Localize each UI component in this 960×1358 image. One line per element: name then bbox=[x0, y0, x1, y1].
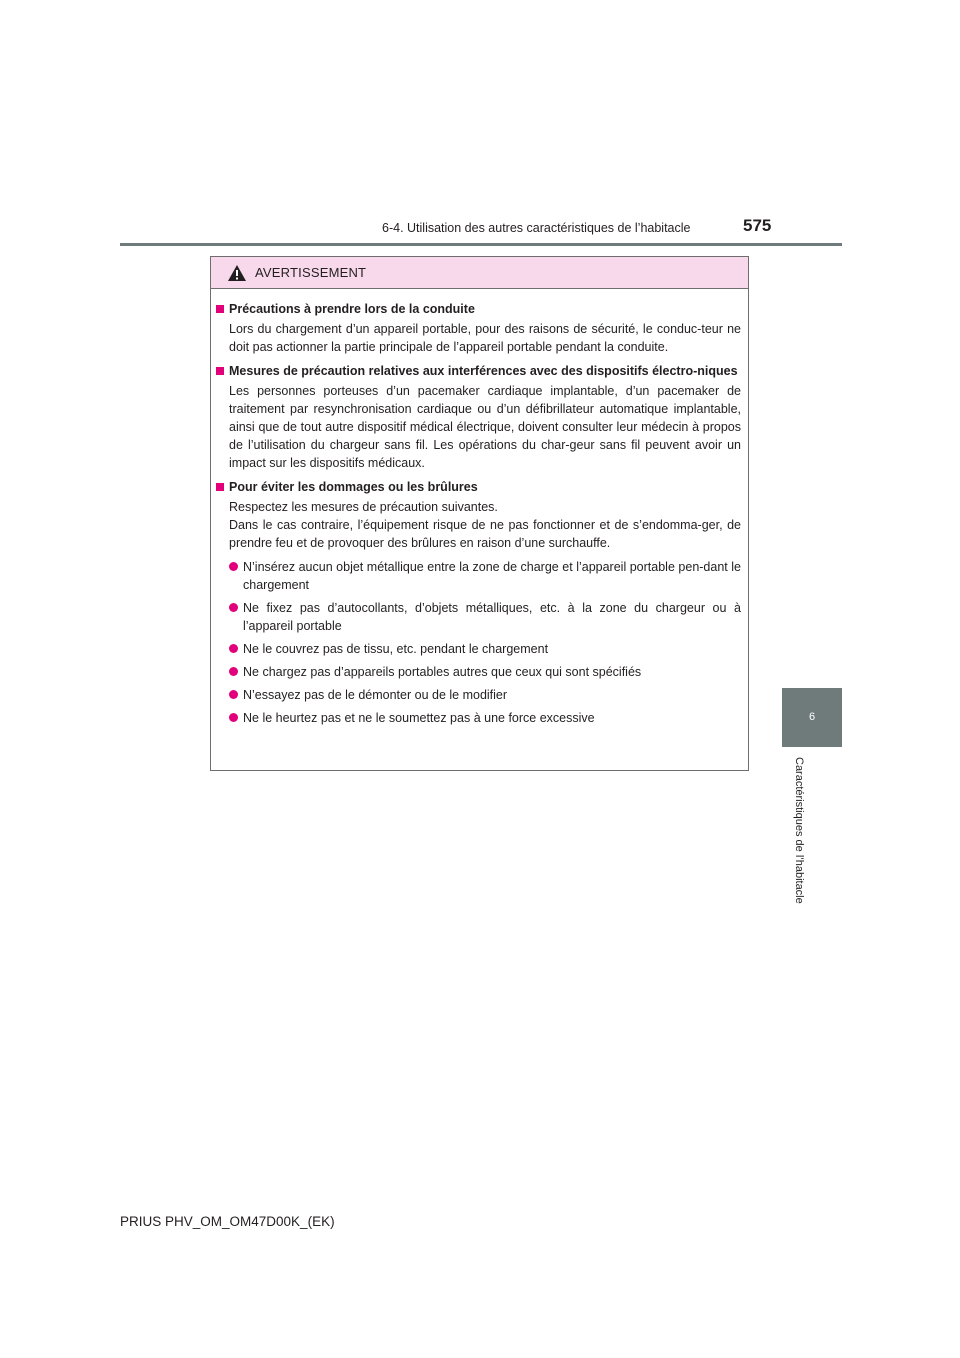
warning-title: AVERTISSEMENT bbox=[255, 265, 367, 280]
warning-header bbox=[211, 257, 748, 289]
warning-triangle-icon bbox=[227, 264, 247, 282]
list-item-text: Ne chargez pas d’appareils portables autres que ceux qui sont spécifiés bbox=[243, 665, 642, 679]
list-item bbox=[229, 558, 741, 594]
section-title: 6-4. Utilisation des autres caractéristiques de l’habitacle bbox=[382, 221, 691, 235]
warning-box bbox=[210, 256, 749, 771]
list-item bbox=[229, 686, 741, 704]
page-number: 575 bbox=[743, 216, 772, 235]
warning-section-driving bbox=[216, 300, 741, 356]
list-item-text: Ne le couvrez pas de tissu, etc. pendant le chargement bbox=[243, 642, 549, 656]
square-bullet-icon bbox=[216, 305, 224, 313]
round-bullet-icon bbox=[229, 562, 238, 571]
precaution-list bbox=[216, 558, 741, 727]
section-paragraph: Lors du chargement d’un appareil portable, pour des raisons de sécurité, le conduc-teur ne doit pas actionner la partie principale de l’appareil portable pendant la conduite. bbox=[229, 322, 741, 354]
list-item bbox=[229, 640, 741, 658]
warning-section-interference bbox=[216, 362, 741, 472]
section-heading-text: Pour éviter les dommages ou les brûlures bbox=[229, 480, 478, 494]
list-item bbox=[229, 599, 741, 635]
document-code: PRIUS PHV_OM_OM47D00K_(EK) bbox=[120, 1214, 335, 1229]
round-bullet-icon bbox=[229, 667, 238, 676]
chapter-side-label: Caractéristiques de l’habitacle bbox=[793, 757, 805, 904]
section-heading-text: Précautions à prendre lors de la conduite bbox=[229, 302, 475, 316]
round-bullet-icon bbox=[229, 713, 238, 722]
section-heading bbox=[216, 478, 741, 496]
section-paragraph: Dans le cas contraire, l’équipement risque de ne pas fonctionner et de s’endomma-ger, de prendre feu et de provoquer des brûlures en raison d’une surchauffe. bbox=[229, 518, 741, 550]
list-item bbox=[229, 709, 741, 727]
chapter-number: 6 bbox=[808, 711, 816, 723]
round-bullet-icon bbox=[229, 690, 238, 699]
square-bullet-icon bbox=[216, 367, 224, 375]
list-item-text: N’essayez pas de le démonter ou de le modifier bbox=[243, 688, 508, 702]
square-bullet-icon bbox=[216, 483, 224, 491]
round-bullet-icon bbox=[229, 603, 238, 612]
list-item bbox=[229, 663, 741, 681]
chapter-tab[interactable] bbox=[782, 688, 842, 747]
warning-body bbox=[211, 289, 748, 727]
section-paragraph: Respectez les mesures de précaution suivantes. bbox=[229, 500, 498, 514]
list-item-text: N’insérez aucun objet métallique entre la zone de charge et l’appareil portable pen-dant le chargement bbox=[243, 560, 741, 592]
list-item-text: Ne le heurtez pas et ne le soumettez pas à une force excessive bbox=[243, 711, 595, 725]
header-divider bbox=[120, 243, 842, 246]
list-item-text: Ne fixez pas d’autocollants, d’objets métalliques, etc. à la zone du chargeur ou à l’appareil portable bbox=[243, 601, 741, 633]
section-paragraph: Les personnes porteuses d’un pacemaker cardiaque implantable, d’un pacemaker de traitement par resynchronisation cardiaque ou d’un défibrillateur automatique implantable, ainsi que de tout autre dispositif médical électrique, doivent consulter leur médecin à propos de l’utilisation du chargeur sans fil. Les opérations du char-geur sans fil peuvent avoir un impact sur les dispositifs médicaux. bbox=[229, 384, 741, 470]
section-heading-text: Mesures de précaution relatives aux interférences avec des dispositifs électro-niques bbox=[229, 364, 738, 378]
round-bullet-icon bbox=[229, 644, 238, 653]
section-heading bbox=[216, 362, 741, 380]
section-heading bbox=[216, 300, 741, 318]
warning-section-damage bbox=[216, 478, 741, 727]
